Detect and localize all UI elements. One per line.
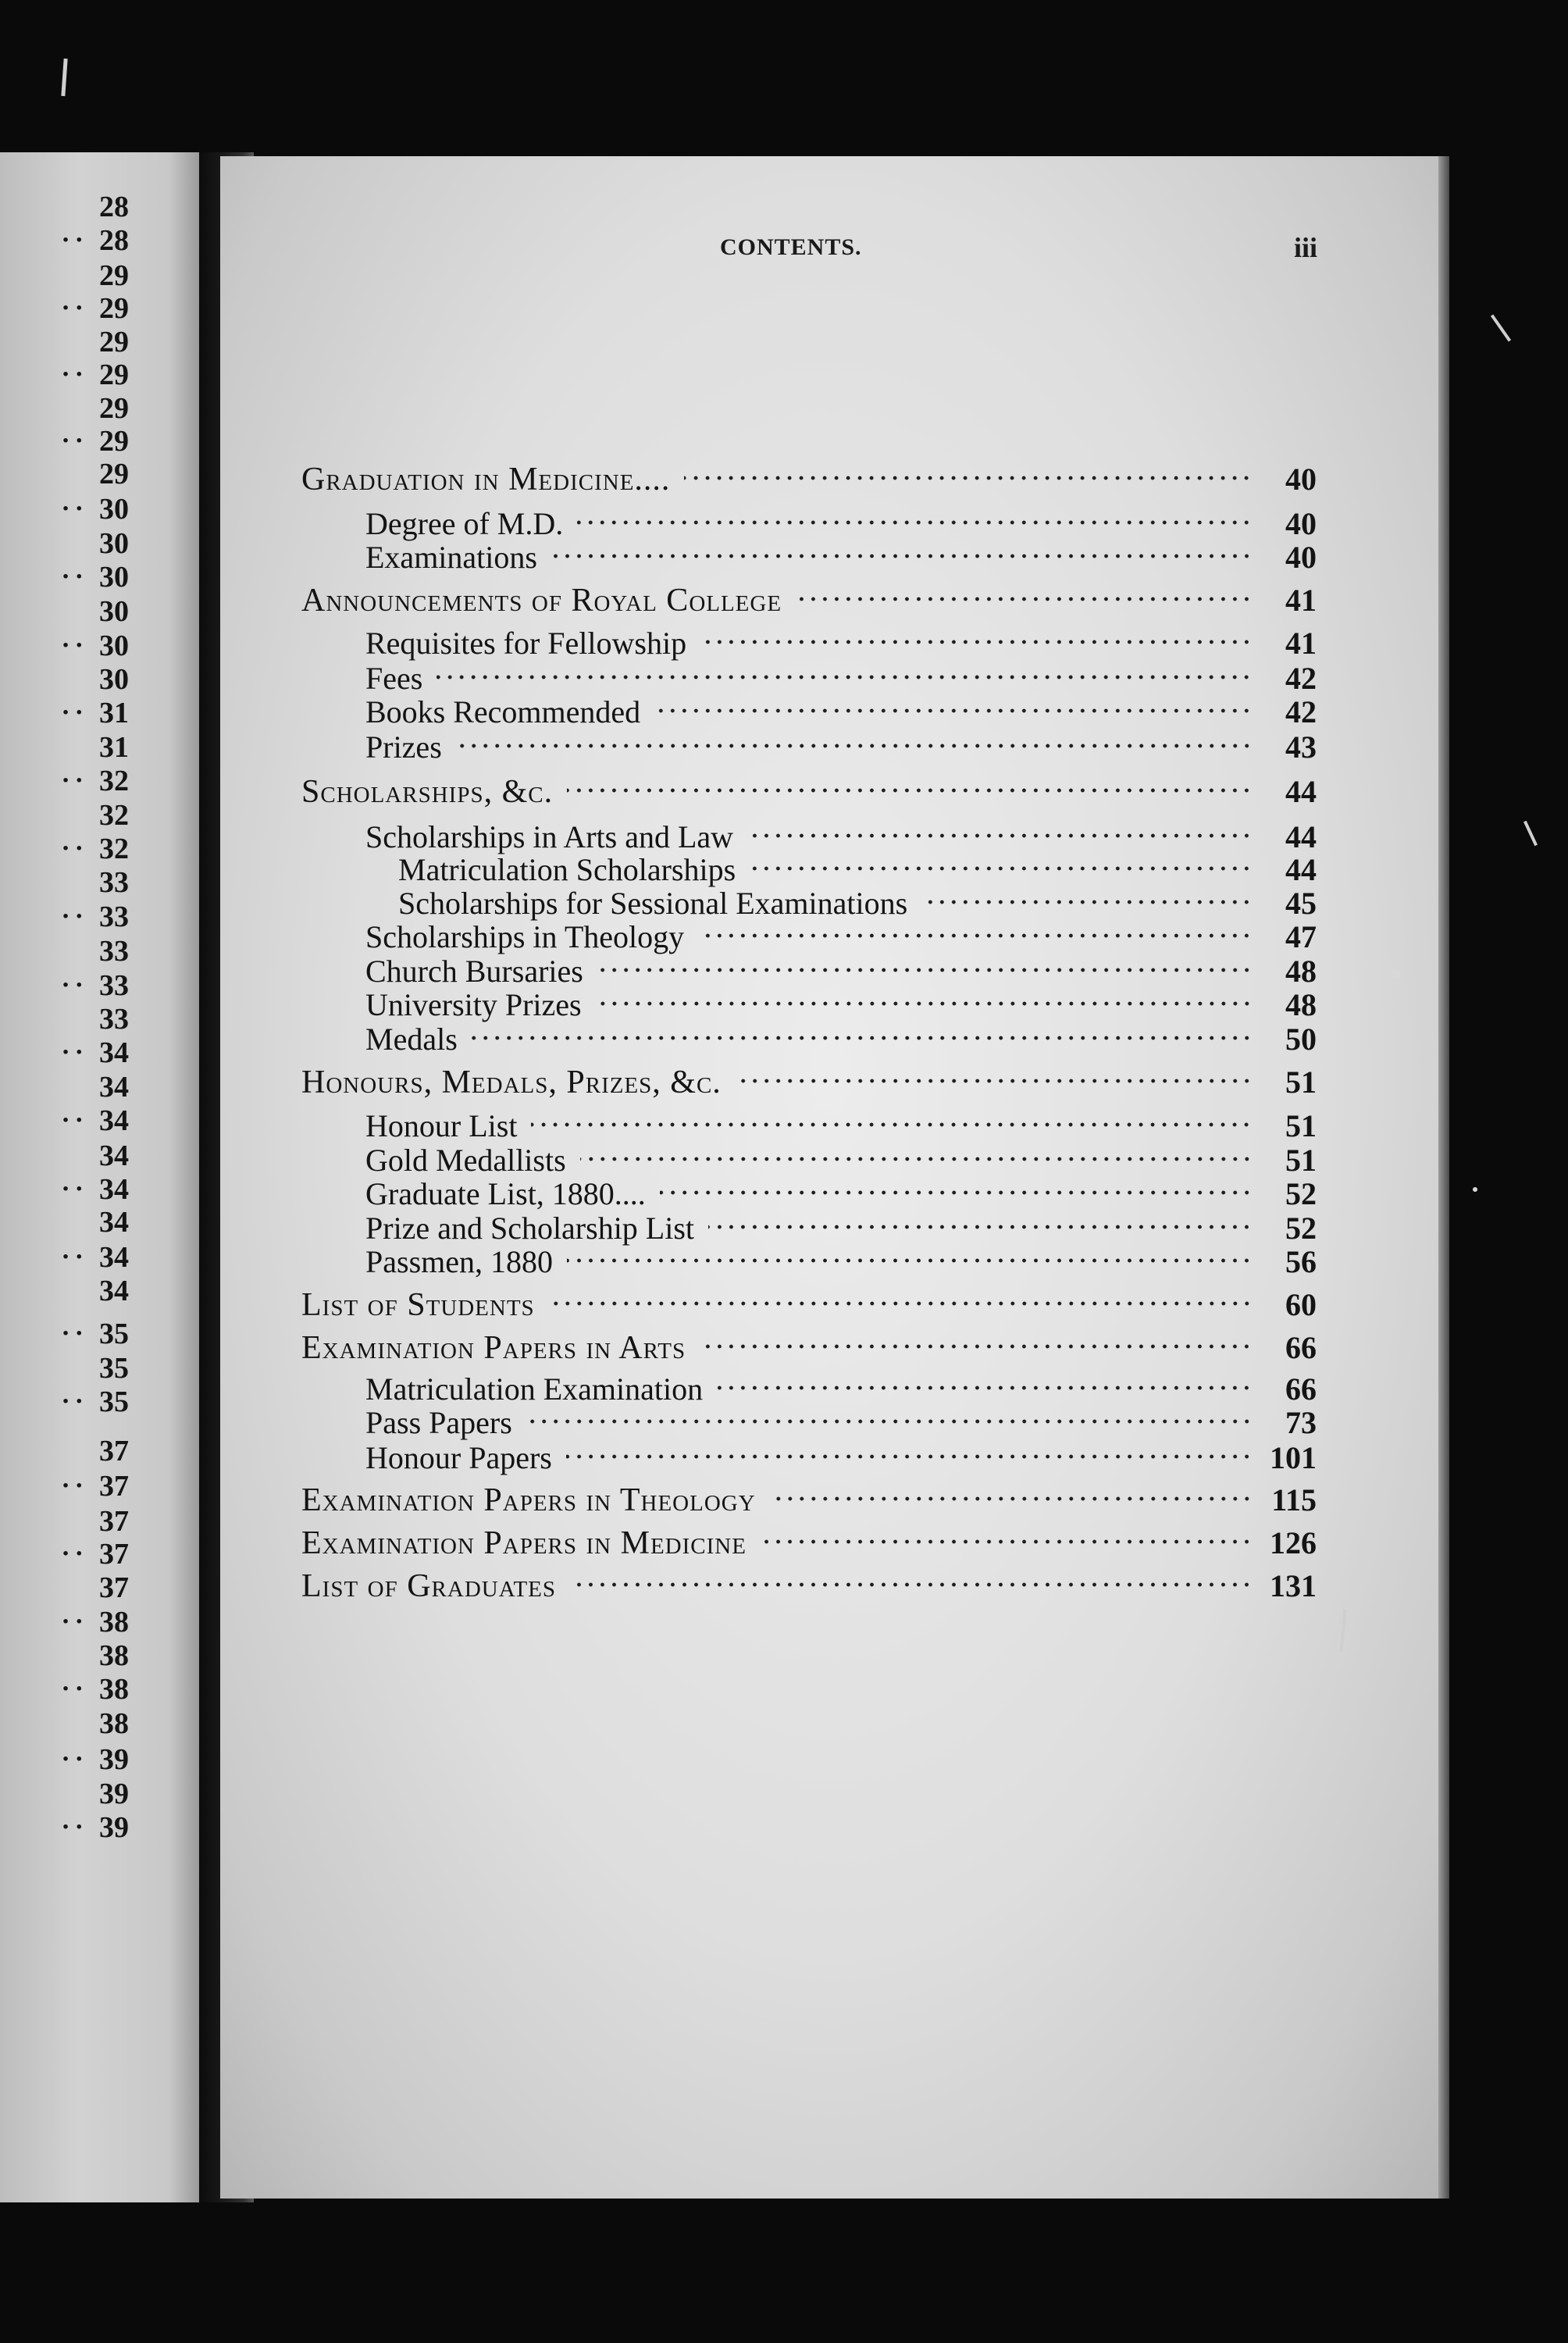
dot-leader: ··: [61, 1319, 88, 1348]
toc-entry-title: Gold Medallists: [365, 1143, 566, 1178]
dot-leader: ··: [61, 1745, 88, 1774]
previous-page-entry: [0, 494, 129, 525]
dot-leader: [700, 1343, 1253, 1350]
toc-entry-page: 41: [1285, 583, 1317, 618]
dot-leader: ··: [61, 426, 88, 455]
dot-leader: [747, 832, 1253, 840]
toc-entry-page: 52: [1285, 1211, 1317, 1246]
previous-page-entry: [0, 225, 129, 256]
toc-entry-title: Honour List: [365, 1108, 518, 1143]
previous-page-number: 32: [99, 765, 129, 797]
previous-page-number: 35: [99, 1318, 129, 1350]
toc-entry-page: 44: [1285, 774, 1317, 809]
dot-leader: ··: [61, 1674, 88, 1703]
previous-page-number: 30: [99, 527, 129, 560]
previous-page-number: 37: [99, 1571, 129, 1604]
toc-entry: [301, 582, 1317, 619]
dot-leader: [596, 1000, 1253, 1007]
dot-leader: ··: [61, 631, 88, 660]
toc-entry: [365, 818, 1317, 853]
toc-entry-page: 42: [1285, 661, 1317, 696]
toc-entry: [365, 986, 1317, 1021]
toc-entry-page: 51: [1285, 1108, 1317, 1143]
dot-leader: ··: [61, 562, 88, 591]
previous-page-number: 38: [99, 1707, 129, 1740]
previous-page-number: 30: [99, 561, 129, 594]
previous-page-number: 33: [99, 1003, 129, 1036]
dot-leader: [654, 707, 1253, 715]
toc-entry-page: 73: [1285, 1405, 1317, 1440]
toc-entry-title: Pass Papers: [365, 1405, 512, 1440]
dot-leader: [472, 1034, 1253, 1042]
toc-entry: [365, 539, 1317, 573]
previous-page-entry: [0, 901, 129, 933]
previous-page-entry: [0, 800, 129, 831]
toc-entry: [365, 1404, 1317, 1439]
toc-entry-page: 56: [1285, 1244, 1317, 1279]
toc-entry-page: 48: [1285, 987, 1317, 1022]
previous-page-entry: [0, 1640, 129, 1671]
toc-entry: [301, 1525, 1317, 1559]
toc-entry: [301, 1482, 1317, 1516]
toc-entry-title: Announcements of Royal College: [301, 583, 782, 619]
toc-entry-title: University Prizes: [365, 987, 582, 1022]
previous-page-entry: [0, 293, 129, 324]
previous-page-entry: [0, 1572, 129, 1603]
previous-page-number: 34: [99, 1206, 129, 1239]
dot-leader: ··: [61, 1471, 88, 1500]
toc-entry-page: 47: [1285, 919, 1317, 954]
toc-entry-page: 131: [1270, 1568, 1317, 1603]
dot-leader: ··: [61, 766, 88, 795]
previous-page-number: 31: [99, 697, 129, 729]
toc-entry-page: 41: [1285, 626, 1317, 661]
toc-entry-page: 60: [1285, 1287, 1317, 1322]
previous-page-entry: [0, 697, 129, 729]
toc-entry-page: 44: [1285, 852, 1317, 887]
toc-entry-title: Graduate List, 1880....: [365, 1176, 646, 1211]
previous-page-entry: [0, 596, 129, 627]
previous-page-number: 35: [99, 1352, 129, 1385]
toc-entry: [365, 694, 1317, 728]
toc-entry-page: 42: [1285, 694, 1317, 729]
dot-leader: ··: [61, 1106, 88, 1135]
toc-entry: [365, 625, 1317, 659]
dot-leader: ··: [61, 971, 88, 1000]
previous-page-number: 29: [99, 292, 129, 325]
previous-page-entry: [0, 765, 129, 797]
previous-page-entry: [0, 867, 129, 898]
toc-entry: [365, 1142, 1317, 1176]
toc-entry: [365, 1175, 1317, 1210]
toc-entry-page: 40: [1285, 462, 1317, 497]
toc-entry: [365, 1243, 1317, 1278]
previous-page-number: 29: [99, 458, 129, 490]
previous-page-number: 30: [99, 493, 129, 526]
dot-leader: [566, 1453, 1253, 1460]
dot-leader: [717, 1384, 1253, 1392]
toc-entry-title: Honours, Medals, Prizes, &c.: [301, 1065, 722, 1100]
toc-entry: [301, 1329, 1317, 1364]
toc-entry-page: 126: [1270, 1525, 1317, 1560]
previous-page-number: 29: [99, 392, 129, 425]
page-edge-shadow: [1438, 156, 1449, 2199]
toc-entry: [301, 1567, 1317, 1602]
dot-leader: [796, 595, 1253, 603]
toc-entry-title: Degree of M.D.: [365, 506, 564, 541]
dot-leader: [736, 1077, 1253, 1085]
toc-entry: [365, 1107, 1317, 1142]
toc-entry-page: 48: [1285, 954, 1317, 989]
dot-leader: [750, 865, 1253, 872]
previous-page-fragment: [0, 152, 199, 2202]
toc-entry: [365, 1021, 1317, 1055]
dot-leader: [660, 1189, 1253, 1196]
previous-page-number: 29: [99, 259, 129, 292]
previous-page-number: 39: [99, 1811, 129, 1844]
previous-page-entry: [0, 191, 129, 223]
previous-page-number: 37: [99, 1505, 129, 1538]
previous-page-entry: [0, 732, 129, 763]
previous-page-entry: [0, 970, 129, 1001]
toc-entry-page: 43: [1285, 729, 1317, 765]
dot-leader: ··: [61, 294, 88, 323]
toc-entry: [365, 1210, 1317, 1244]
toc-entry-title: Prize and Scholarship List: [365, 1211, 695, 1246]
previous-page-number: 29: [99, 425, 129, 458]
previous-page-number: 37: [99, 1538, 129, 1571]
dot-leader: ··: [61, 226, 88, 255]
previous-page-entry: [0, 1812, 129, 1843]
dot-leader: [531, 1121, 1253, 1129]
previous-page-number: 35: [99, 1385, 129, 1418]
previous-page-number: 33: [99, 969, 129, 1002]
previous-page-entry: [0, 359, 129, 390]
toc-entry-page: 52: [1285, 1176, 1317, 1211]
toc-entry-page: 40: [1285, 506, 1317, 541]
previous-page-entry: [0, 1744, 129, 1775]
previous-page-number: 38: [99, 1639, 129, 1672]
dot-leader: [580, 1155, 1253, 1163]
toc-entry: [365, 953, 1317, 987]
previous-page-number: 34: [99, 1036, 129, 1069]
previous-page-entry: [0, 1708, 129, 1739]
previous-page-entry: [0, 1353, 129, 1384]
toc-entry-title: Scholarships, &c.: [301, 774, 554, 810]
dot-leader: [698, 932, 1253, 940]
previous-page-number: 39: [99, 1743, 129, 1776]
toc-entry-title: Examination Papers in Theology: [301, 1482, 756, 1518]
toc-entry-title: Requisites for Fellowship: [365, 626, 687, 661]
toc-entry: [365, 1439, 1317, 1474]
previous-page-number: 28: [99, 224, 129, 257]
dot-leader: [570, 1581, 1253, 1589]
toc-entry-page: 51: [1285, 1065, 1317, 1100]
dot-leader: [761, 1538, 1253, 1546]
previous-page-entry: [0, 1242, 129, 1273]
previous-page-number: 38: [99, 1673, 129, 1706]
toc-entry-title: Scholarships in Arts and Law: [365, 819, 734, 854]
dot-leader: ··: [61, 494, 88, 523]
previous-page-entry: [0, 1004, 129, 1035]
dot-leader: [700, 638, 1253, 646]
previous-page-number: 33: [99, 900, 129, 933]
toc-entry-title: Matriculation Scholarships: [398, 852, 736, 887]
toc-entry: [301, 773, 1317, 808]
previous-page-entry: [0, 393, 129, 424]
previous-page-entry: [0, 1318, 129, 1350]
previous-page-entry: [0, 630, 129, 662]
previous-page-entry: [0, 1778, 129, 1810]
previous-page-entry: [0, 1607, 129, 1638]
running-head: CONTENTS.: [720, 234, 862, 260]
toc-entry-title: Matriculation Examination: [365, 1371, 704, 1407]
previous-page-entry: [0, 664, 129, 695]
previous-page-number: 38: [99, 1606, 129, 1639]
previous-page-numbers: [0, 152, 199, 2202]
toc-entry: [301, 1064, 1317, 1098]
previous-page-number: 29: [99, 326, 129, 358]
dot-leader: [921, 898, 1253, 906]
toc-entry-title: Graduation in Medicine....: [301, 462, 671, 497]
scan-speck: [1473, 1187, 1477, 1192]
previous-page-number: 30: [99, 663, 129, 696]
contents-page: [220, 156, 1438, 2199]
dot-leader: [577, 519, 1253, 526]
previous-page-entry: [0, 833, 129, 865]
previous-page-number: 33: [99, 866, 129, 899]
previous-page-entry: [0, 562, 129, 593]
toc-entry-page: 44: [1285, 819, 1317, 854]
previous-page-number: 37: [99, 1435, 129, 1467]
previous-page-number: 32: [99, 833, 129, 865]
toc-entry-title: Books Recommended: [365, 694, 641, 729]
toc-entry-title: Fees: [365, 661, 423, 696]
toc-entry-title: Scholarships in Theology: [365, 919, 685, 954]
previous-page-number: 34: [99, 1241, 129, 1274]
previous-page-entry: [0, 1539, 129, 1570]
previous-page-number: 34: [99, 1104, 129, 1137]
toc-entry: [365, 660, 1317, 694]
toc-entry: [365, 729, 1317, 763]
previous-page-entry: [0, 1386, 129, 1418]
previous-page-number: 34: [99, 1071, 129, 1104]
toc-entry: [398, 885, 1317, 919]
toc-entry-page: 66: [1285, 1371, 1317, 1407]
dot-leader: [567, 1257, 1253, 1264]
dot-leader: ··: [61, 1038, 88, 1067]
toc-entry-title: Scholarships for Sessional Examinations: [398, 886, 908, 921]
toc-entry-title: List of Students: [301, 1287, 535, 1323]
previous-page-entry: [0, 1207, 129, 1238]
toc-entry: [398, 851, 1317, 886]
toc-entry: [365, 918, 1317, 953]
previous-page-entry: [0, 1674, 129, 1705]
dot-leader: [770, 1495, 1253, 1503]
previous-page-entry: [0, 260, 129, 291]
toc-entry-title: Examinations: [365, 540, 537, 575]
previous-page-entry: [0, 936, 129, 967]
previous-page-entry: [0, 1275, 129, 1307]
dot-leader: ··: [61, 834, 88, 863]
previous-page-entry: [0, 1435, 129, 1467]
previous-page-number: 32: [99, 799, 129, 832]
toc-entry-page: 45: [1285, 886, 1317, 921]
previous-page-entry: [0, 1506, 129, 1537]
previous-page-number: 28: [99, 191, 129, 223]
previous-page-entry: [0, 326, 129, 358]
previous-page-entry: [0, 426, 129, 457]
dot-leader: [437, 673, 1253, 681]
table-of-contents: [220, 156, 1438, 2199]
dot-leader: ··: [61, 902, 88, 931]
toc-entry-title: Honour Papers: [365, 1440, 552, 1475]
previous-page-number: 37: [99, 1470, 129, 1503]
dot-leader: [551, 552, 1253, 560]
dot-leader: ··: [61, 1243, 88, 1271]
previous-page-number: 34: [99, 1275, 129, 1307]
previous-page-number: 34: [99, 1139, 129, 1172]
previous-page-number: 31: [99, 731, 129, 764]
dot-leader: ··: [61, 698, 88, 727]
previous-page-entry: [0, 458, 129, 490]
previous-page-entry: [0, 528, 129, 559]
toc-entry-title: Passmen, 1880: [365, 1244, 553, 1279]
toc-entry-title: Prizes: [365, 729, 442, 765]
dot-leader: [708, 1223, 1253, 1231]
toc-entry-title: Examination Papers in Medicine: [301, 1525, 747, 1561]
previous-page-number: 29: [99, 358, 129, 391]
previous-page-entry: [0, 1140, 129, 1172]
toc-entry-page: 50: [1285, 1022, 1317, 1057]
toc-entry: [365, 505, 1317, 540]
dot-leader: ··: [61, 1539, 88, 1568]
dot-leader: ··: [61, 360, 88, 389]
scan-speck: [1390, 968, 1401, 979]
previous-page-entry: [0, 1105, 129, 1136]
toc-entry-title: Examination Papers in Arts: [301, 1330, 686, 1366]
previous-page-entry: [0, 1471, 129, 1502]
dot-leader: [526, 1418, 1253, 1425]
dot-leader: [456, 742, 1253, 750]
toc-entry: [301, 1286, 1317, 1321]
toc-entry-page: 51: [1285, 1143, 1317, 1178]
dot-leader: ··: [61, 1607, 88, 1636]
toc-entry-page: 101: [1270, 1440, 1317, 1475]
previous-page-number: 30: [99, 629, 129, 662]
toc-entry: [365, 1371, 1317, 1405]
page-number: iii: [1293, 232, 1317, 263]
previous-page-entry: [0, 1174, 129, 1205]
toc-entry-page: 40: [1285, 540, 1317, 575]
dot-leader: [567, 786, 1253, 794]
dot-leader: ··: [61, 1175, 88, 1204]
previous-page-number: 39: [99, 1778, 129, 1810]
toc-entry-page: 115: [1271, 1482, 1317, 1517]
previous-page-entry: [0, 1037, 129, 1068]
dot-leader: ··: [61, 1813, 88, 1842]
previous-page-number: 34: [99, 1173, 129, 1206]
dot-leader: [549, 1300, 1253, 1307]
dot-leader: ··: [61, 1387, 88, 1416]
toc-entry: [301, 461, 1317, 495]
dot-leader: [684, 474, 1253, 482]
dot-leader: [597, 966, 1253, 974]
toc-entry-title: Church Bursaries: [365, 954, 583, 989]
previous-page-number: 30: [99, 595, 129, 628]
toc-entry-page: 66: [1285, 1330, 1317, 1365]
previous-page-number: 33: [99, 935, 129, 968]
previous-page-entry: [0, 1072, 129, 1103]
toc-entry-title: List of Graduates: [301, 1568, 557, 1604]
toc-entry-title: Medals: [365, 1022, 458, 1057]
